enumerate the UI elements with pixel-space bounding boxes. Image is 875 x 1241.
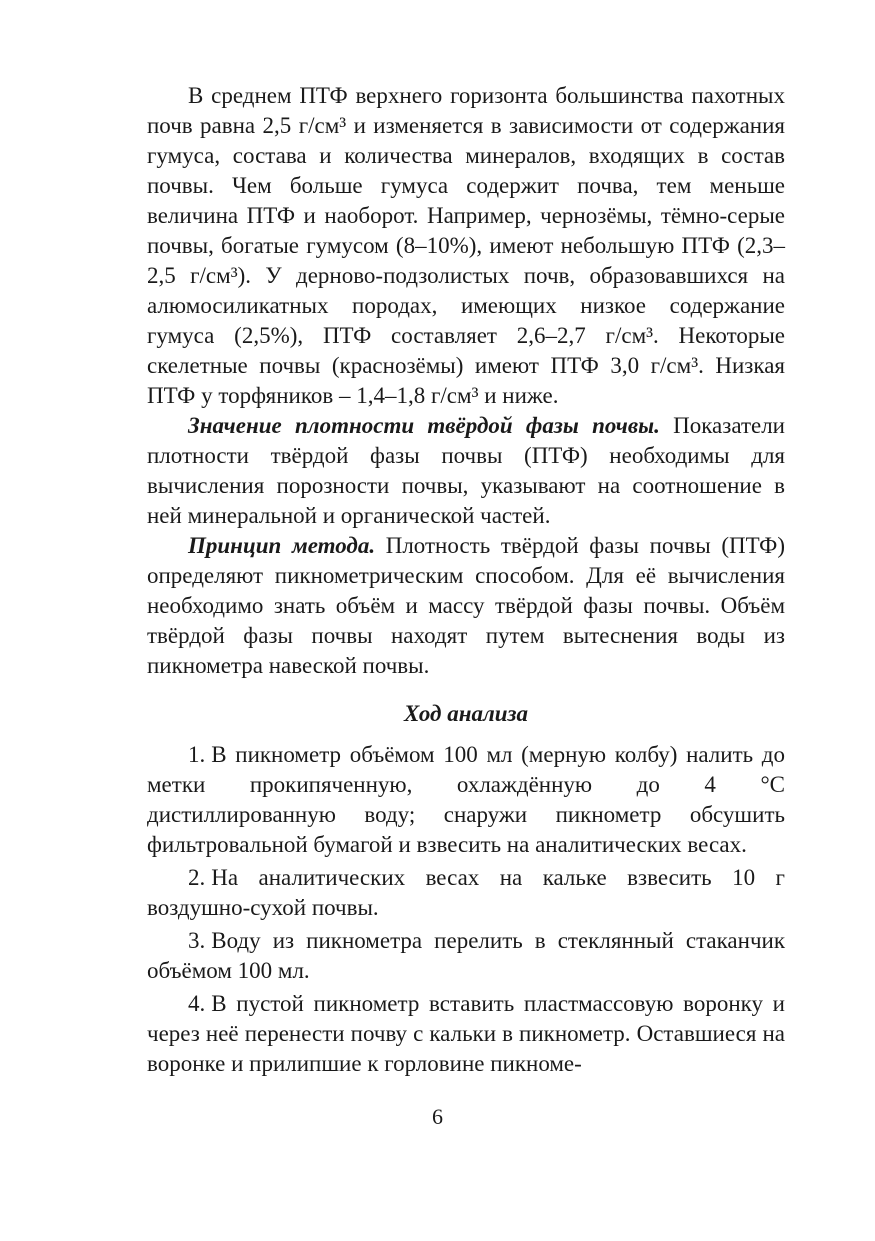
- list-item-text: Воду из пикнометра перелить в стеклянный стаканчик объёмом 100 мл.: [147, 928, 785, 983]
- list-item-text: В пикнометр объёмом 100 мл (мерную колбу) налить до метки прокипяченную, охлаждённую до 4 °С дистиллированную воду; снаружи пикнометр обсушить фильтровальной бумагой и взвесить на аналитических весах.: [147, 742, 785, 857]
- list-item-number: 1.: [188, 742, 206, 767]
- section-heading: Ход анализа: [403, 701, 529, 726]
- paragraph-significance: [147, 411, 785, 531]
- list-item: [147, 989, 785, 1079]
- page-number: 6: [432, 1104, 443, 1129]
- method-principle-heading: Принцип метода.: [188, 533, 376, 558]
- list-item: [147, 740, 785, 860]
- paragraph-ptf-values: В среднем ПТФ верхнего горизонта большинства пахотных почв равна 2,5 г/см³ и изменяется в зависимости от содержания гумуса, состава и количества минералов, входящих в состав почвы. Чем больше гумуса содержит почва, тем меньше величина ПТФ и наоборот. Например, чернозёмы, тёмно-серые почвы, богатые гумусом (8–10%), имеют небольшую ПТФ (2,3–2,5 г/см³). У дерново-подзолистых почв, образовавшихся на алюмосиликатных породах, имеющих низкое содержание гумуса (2,5%), ПТФ составляет 2,6–2,7 г/см³. Некоторые скелетные почвы (краснозёмы) имеют ПТФ 3,0 г/см³. Низкая ПТФ у торфяников – 1,4–1,8 г/см³ и ниже.: [147, 83, 785, 408]
- list-item-text: На аналитических весах на кальке взвесить 10 г воздушно-сухой почвы.: [147, 865, 785, 920]
- list-item-number: 2.: [188, 865, 206, 890]
- significance-heading: Значение плотности твёрдой фазы почвы.: [188, 413, 660, 438]
- list-item-number: 3.: [188, 928, 206, 953]
- list-item-number: 4.: [188, 991, 206, 1016]
- list-item: [147, 863, 785, 923]
- list-item: [147, 926, 785, 986]
- significance-text: Показатели плотности твёрдой фазы почвы (ПТФ) необходимы для вычисления порозности почвы, указывают на соотношение в ней минеральной и органической частей.: [147, 413, 785, 528]
- page-body: [147, 81, 785, 1079]
- list-item-text: В пустой пикнометр вставить пластмассовую воронку и через неё перенести почву с кальки в пикнометр. Оставшиеся на воронке и прилипшие к горловине пикноме-: [147, 991, 785, 1076]
- method-principle-text: Плотность твёрдой фазы почвы (ПТФ) определяют пикнометрическим способом. Для её вычисления необходимо знать объём и массу твёрдой фазы почвы. Объём твёрдой фазы почвы находят путем вытеснения воды из пикнометра навеской почвы.: [147, 533, 785, 678]
- paragraph-method-principle: [147, 531, 785, 681]
